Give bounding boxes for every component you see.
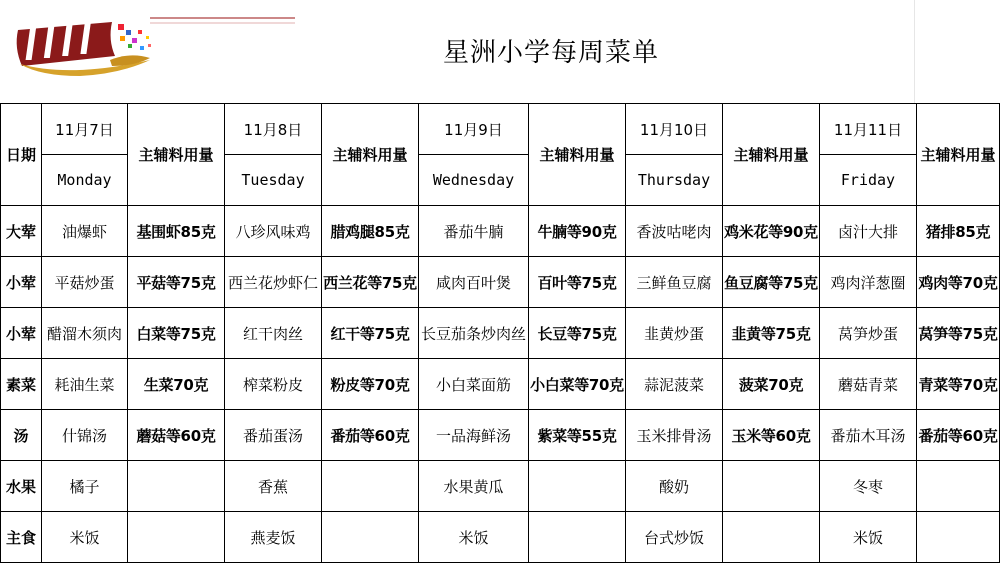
dish-cell: 橘子 (42, 461, 128, 512)
day-date: 11月10日 (626, 104, 723, 155)
ingredient-qty-cell: 紫菜等55克 (529, 410, 626, 461)
dish-cell: 酸奶 (626, 461, 723, 512)
day-date: 11月7日 (42, 104, 128, 155)
dish-cell: 八珍风味鸡 (225, 206, 322, 257)
dish-cell: 平菇炒蛋 (42, 257, 128, 308)
ingredient-qty-cell: 鸡肉等70克 (917, 257, 1000, 308)
dish-cell: 番茄蛋汤 (225, 410, 322, 461)
ingredient-qty-cell: 菠菜70克 (723, 359, 820, 410)
ingredient-qty-cell: 白菜等75克 (128, 308, 225, 359)
ingredient-qty-cell: 猪排85克 (917, 206, 1000, 257)
dish-cell: 番茄木耳汤 (820, 410, 917, 461)
dish-cell: 卤汁大排 (820, 206, 917, 257)
menu-row (1, 461, 1000, 512)
ingredient-qty-cell: 番茄等60克 (322, 410, 419, 461)
ingredient-qty-cell: 长豆等75克 (529, 308, 626, 359)
ingredient-qty-cell (723, 461, 820, 512)
ingredient-qty-cell: 鱼豆腐等75克 (723, 257, 820, 308)
menu-row (1, 206, 1000, 257)
title-area-gridline (914, 0, 915, 103)
menu-row-label: 小荤 (1, 308, 42, 359)
dish-cell: 米饭 (419, 512, 529, 563)
ingredient-qty-cell: 腊鸡腿85克 (322, 206, 419, 257)
dish-cell: 莴笋炒蛋 (820, 308, 917, 359)
dish-cell: 水果黄瓜 (419, 461, 529, 512)
menu-row-label: 水果 (1, 461, 42, 512)
menu-row-label: 主食 (1, 512, 42, 563)
ingredient-qty-cell: 西兰花等75克 (322, 257, 419, 308)
day-weekday: Friday (820, 155, 917, 206)
dish-cell: 小白菜面筋 (419, 359, 529, 410)
menu-row-label: 汤 (1, 410, 42, 461)
ingredient-qty-cell: 青菜等70克 (917, 359, 1000, 410)
ingredient-qty-cell (529, 512, 626, 563)
day-date: 11月9日 (419, 104, 529, 155)
dish-cell: 咸肉百叶煲 (419, 257, 529, 308)
ingredient-qty-cell: 鸡米花等90克 (723, 206, 820, 257)
qty-header: 主辅料用量 (723, 104, 820, 206)
day-date: 11月8日 (225, 104, 322, 155)
day-weekday: Thursday (626, 155, 723, 206)
dish-cell: 油爆虾 (42, 206, 128, 257)
weekly-menu-table (0, 103, 1000, 563)
ingredient-qty-cell: 玉米等60克 (723, 410, 820, 461)
ingredient-qty-cell (529, 461, 626, 512)
dish-cell: 米饭 (42, 512, 128, 563)
date-row-label: 日期 (1, 104, 42, 206)
ingredient-qty-cell: 平菇等75克 (128, 257, 225, 308)
menu-row (1, 410, 1000, 461)
ingredient-qty-cell: 牛腩等90克 (529, 206, 626, 257)
dish-cell: 米饭 (820, 512, 917, 563)
dish-cell: 鸡肉洋葱圈 (820, 257, 917, 308)
ingredient-qty-cell (917, 512, 1000, 563)
day-weekday: Wednesday (419, 155, 529, 206)
dish-cell: 榨菜粉皮 (225, 359, 322, 410)
menu-row (1, 359, 1000, 410)
ingredient-qty-cell: 小白菜等70克 (529, 359, 626, 410)
menu-row-label: 大荤 (1, 206, 42, 257)
menu-row-label: 小荤 (1, 257, 42, 308)
ingredient-qty-cell (723, 512, 820, 563)
dish-cell: 西兰花炒虾仁 (225, 257, 322, 308)
dish-cell: 一品海鲜汤 (419, 410, 529, 461)
ingredient-qty-cell (917, 461, 1000, 512)
qty-header: 主辅料用量 (322, 104, 419, 206)
ingredient-qty-cell: 百叶等75克 (529, 257, 626, 308)
qty-header: 主辅料用量 (917, 104, 1000, 206)
ingredient-qty-cell (128, 461, 225, 512)
ingredient-qty-cell: 韭黄等75克 (723, 308, 820, 359)
ingredient-qty-cell (128, 512, 225, 563)
dish-cell: 冬枣 (820, 461, 917, 512)
date-row (1, 104, 1000, 155)
ingredient-qty-cell (322, 461, 419, 512)
school-logo-icon (0, 0, 300, 100)
dish-cell: 什锦汤 (42, 410, 128, 461)
ingredient-qty-cell: 红干等75克 (322, 308, 419, 359)
menu-row (1, 308, 1000, 359)
day-weekday: Monday (42, 155, 128, 206)
dish-cell: 红干肉丝 (225, 308, 322, 359)
qty-header: 主辅料用量 (128, 104, 225, 206)
menu-row-label: 素菜 (1, 359, 42, 410)
day-weekday: Tuesday (225, 155, 322, 206)
dish-cell: 香波咕咾肉 (626, 206, 723, 257)
ingredient-qty-cell: 生菜70克 (128, 359, 225, 410)
ingredient-qty-cell: 莴笋等75克 (917, 308, 1000, 359)
page-title: 星洲小学每周菜单 (443, 38, 660, 68)
dish-cell: 醋溜木须肉 (42, 308, 128, 359)
dish-cell: 三鲜鱼豆腐 (626, 257, 723, 308)
dish-cell: 耗油生菜 (42, 359, 128, 410)
dish-cell: 蘑菇青菜 (820, 359, 917, 410)
dish-cell: 香蕉 (225, 461, 322, 512)
ingredient-qty-cell: 基围虾85克 (128, 206, 225, 257)
dish-cell: 玉米排骨汤 (626, 410, 723, 461)
ingredient-qty-cell: 蘑菇等60克 (128, 410, 225, 461)
qty-header: 主辅料用量 (529, 104, 626, 206)
dish-cell: 蒜泥菠菜 (626, 359, 723, 410)
menu-row (1, 257, 1000, 308)
ingredient-qty-cell (322, 512, 419, 563)
ingredient-qty-cell: 番茄等60克 (917, 410, 1000, 461)
ingredient-qty-cell: 粉皮等70克 (322, 359, 419, 410)
dish-cell: 台式炒饭 (626, 512, 723, 563)
menu-row (1, 512, 1000, 563)
dish-cell: 韭黄炒蛋 (626, 308, 723, 359)
day-date: 11月11日 (820, 104, 917, 155)
dish-cell: 燕麦饭 (225, 512, 322, 563)
dish-cell: 番茄牛腩 (419, 206, 529, 257)
dish-cell: 长豆茄条炒肉丝 (419, 308, 529, 359)
